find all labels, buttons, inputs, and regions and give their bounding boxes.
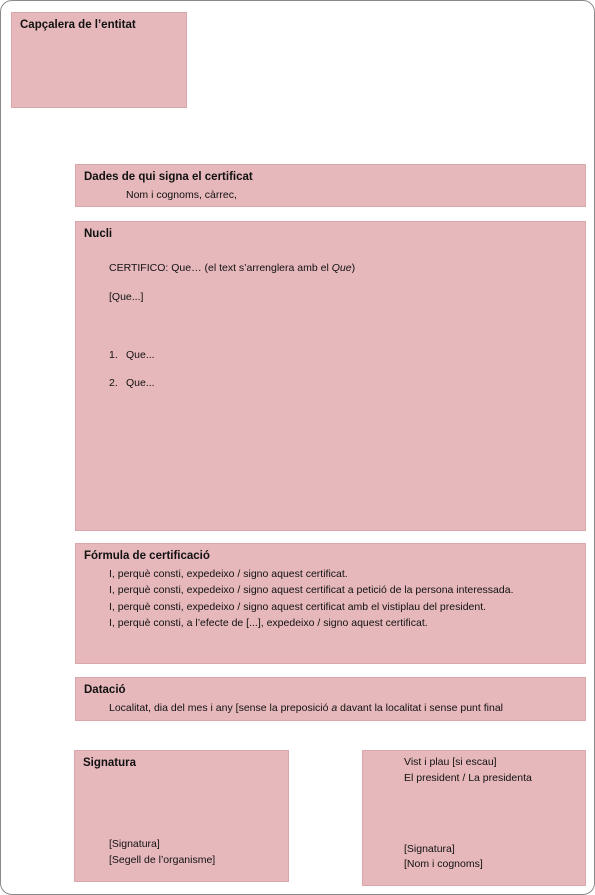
signature-line: [Signatura] — [109, 838, 160, 850]
formula-line: I, perquè consti, expedeixo / signo aquest certificat. — [109, 568, 348, 580]
entity-header-title: Capçalera de l’entitat — [20, 19, 136, 31]
list-number: 2. — [109, 377, 118, 389]
formula-line: I, perquè consti, expedeixo / signo aquest certificat amb el vistiplau del president. — [109, 601, 487, 613]
signature-box — [74, 750, 289, 882]
core-title: Nucli — [84, 228, 113, 240]
signature-title: Signatura — [83, 757, 137, 769]
dating-title: Datació — [84, 684, 126, 696]
seal-line: [Segell de l’organisme] — [109, 854, 216, 866]
president-line: El president / La presidenta — [404, 772, 532, 784]
dating-italic: a — [331, 702, 338, 714]
dating-box — [75, 677, 586, 721]
certifico-italic: Que — [331, 262, 352, 274]
list-text: Que... — [126, 377, 155, 389]
approval-signature-line: [Signatura] — [404, 843, 455, 855]
certifico-line — [109, 262, 355, 274]
list-text: Que... — [126, 349, 155, 361]
que-placeholder: [Que...] — [109, 291, 144, 303]
approval-line: Vist i plau [si escau] — [404, 756, 497, 768]
signer-data-title: Dades de qui signa el certificat — [84, 171, 253, 183]
approval-box — [362, 750, 586, 886]
dating-suffix: davant la localitat i sense punt final — [337, 702, 503, 714]
entity-header-box — [11, 12, 187, 108]
dating-text — [109, 702, 503, 714]
core-box — [75, 221, 586, 531]
dating-prefix: Localitat, dia del mes i any [sense la preposició — [109, 702, 332, 714]
formula-line: I, perquè consti, a l’efecte de [...], expedeixo / signo aquest certificat. — [109, 617, 428, 629]
list-number: 1. — [109, 349, 118, 361]
certification-formula-title: Fórmula de certificació — [84, 550, 210, 562]
formula-line: I, perquè consti, expedeixo / signo aquest certificat a petició de la persona interessada. — [109, 584, 514, 596]
certifico-suffix: ) — [351, 262, 356, 274]
signer-data-text: Nom i cognoms, càrrec, — [126, 189, 237, 201]
certifico-prefix: CERTIFICO: Que… (el text s’arrenglera amb el — [109, 262, 332, 274]
certification-formula-box — [75, 543, 586, 664]
approval-name-line: [Nom i cognoms] — [404, 858, 483, 870]
signer-data-box — [75, 164, 586, 207]
